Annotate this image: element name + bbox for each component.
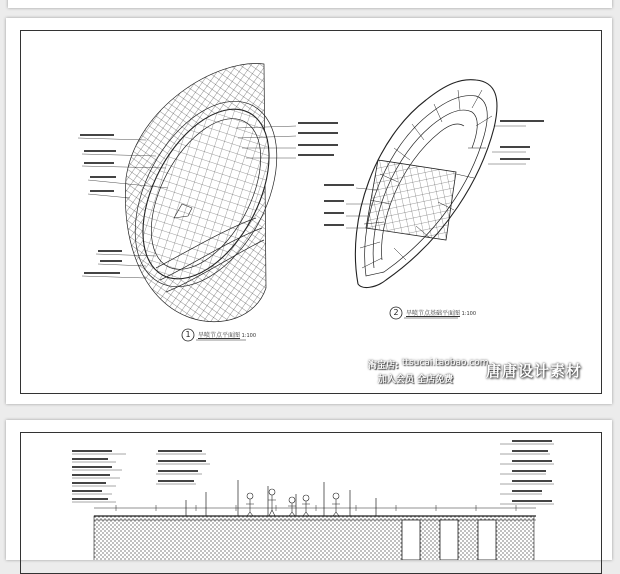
section-drawing-sheet xyxy=(6,420,612,560)
plan-2-number: 2 xyxy=(393,308,399,317)
plan-1-drawing xyxy=(78,64,338,341)
plan-drawing-sheet xyxy=(6,18,612,404)
plan-2-title: 旱喷节点基础平面图 1:100 xyxy=(406,310,477,317)
watermark-slogan: 加入会员 全店免费 xyxy=(378,375,454,385)
watermark-shop-label: 淘宝店: xyxy=(368,361,399,371)
section-drawing xyxy=(6,420,612,560)
plan-1-title: 旱喷节点平面图 1:100 xyxy=(198,332,257,339)
watermark-brand: 唐唐设计素材 xyxy=(486,362,583,380)
previous-sheet-strip xyxy=(8,0,612,8)
plan-1-number: 1 xyxy=(185,330,191,339)
watermark-shop-url: ttsucai.taobao.com xyxy=(402,358,489,368)
plan-drawings xyxy=(6,18,612,404)
plan-2-drawing xyxy=(324,80,544,319)
